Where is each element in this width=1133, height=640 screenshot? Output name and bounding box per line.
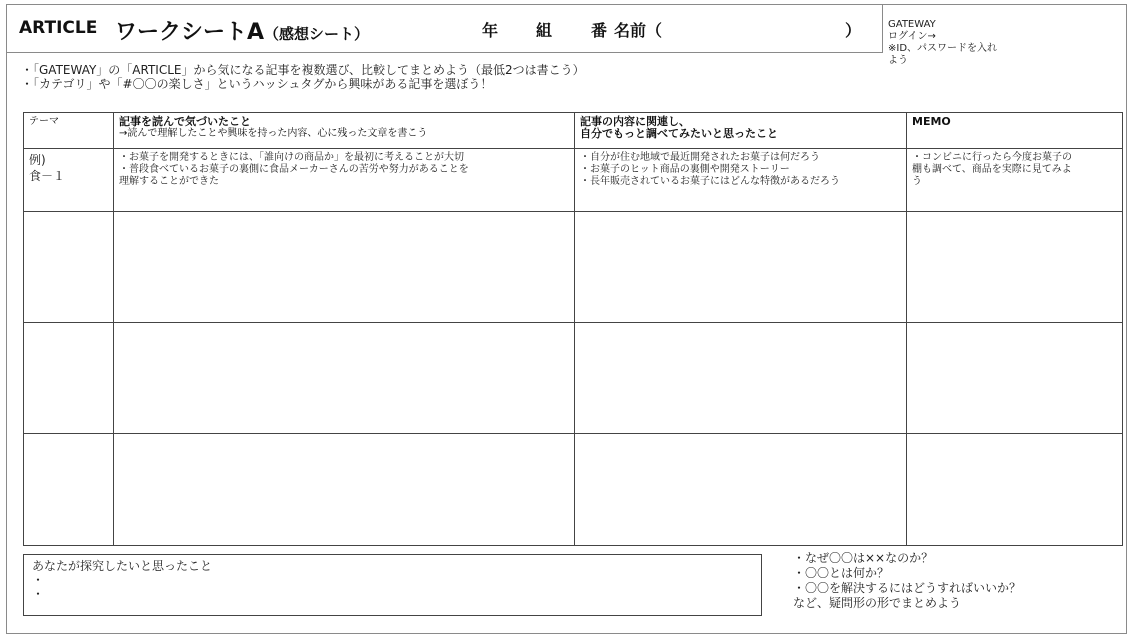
instructions [21, 63, 585, 91]
header-theme: テーマ [24, 113, 114, 149]
instruction-line: ・「カテゴリ」や「#〇〇の楽しさ」というハッシュタグから興味がある記事を選ぼう！ [21, 77, 493, 91]
header-research [575, 113, 907, 149]
research-cell[interactable] [575, 323, 907, 433]
explore-bullet: ・ [32, 587, 45, 601]
hint-line: ・〇〇とは何か？ [793, 566, 890, 580]
year-label: 年 [482, 21, 499, 40]
gateway-note-line1: ※ID、パスワードを入れ [888, 43, 998, 54]
header-notice [114, 113, 575, 149]
class-label: 組 [536, 21, 553, 40]
example-row [24, 149, 1123, 212]
gateway-info [888, 19, 1058, 67]
title-sub: （感想シート） [264, 25, 370, 43]
explore-label: あなたが探究したいと思ったこと [32, 559, 213, 573]
theme-cell[interactable] [24, 433, 114, 545]
table-header-row [24, 113, 1123, 149]
name-close: ） [845, 21, 862, 40]
notice-cell[interactable] [114, 433, 575, 545]
hint-line: ・〇〇を解決するにはどうすればいいか？ [793, 581, 1022, 595]
hint-line: など、疑問形の形でまとめよう [793, 596, 962, 610]
name-label: 名前（ [614, 21, 663, 40]
memo-cell[interactable] [907, 212, 1123, 323]
example-notice: ・お菓子を開発するときには、「誰向けの商品か」を最初に考えることが大切 ・普段食べているお菓子の裏側に食品メーカーさんの苦労や努力があることを 理解することができた [114, 149, 575, 212]
question-hints [793, 551, 1021, 611]
title-main: ワークシート [115, 20, 248, 45]
example-theme: 例) 食－１ [24, 149, 114, 212]
instruction-line: ・「GATEWAY」の「ARTICLE」から気になる記事を複数選び、比較してまとめよう（最低2つは書こう） [21, 63, 585, 77]
gateway-label: GATEWAY [888, 19, 936, 30]
worksheet-title [115, 15, 369, 46]
title-letter: A [247, 20, 265, 45]
gateway-login-link[interactable]: ログイン→ [888, 31, 936, 42]
gateway-note-line2: よう [888, 55, 908, 66]
hint-line: ・なぜ〇〇は××なのか？ [793, 551, 934, 565]
worksheet-table [23, 112, 1123, 546]
research-cell[interactable] [575, 212, 907, 323]
example-memo: ・コンビニに行ったら今度お菓子の 棚も調べて、商品を実際に見てみよ う [907, 149, 1123, 212]
header-notice-sub: →読んで理解したことや興味を持った内容、心に残った文章を書こう [119, 128, 428, 139]
example-research: ・自分が住む地域で最近開発されたお菓子は何だろう ・お菓子のヒット商品の裏側や開発ストーリー ・長年販売されているお菓子にはどんな特徴があるだろう [575, 149, 907, 212]
number-label: 番 [591, 21, 608, 40]
article-label: ARTICLE [19, 18, 98, 38]
worksheet [6, 4, 1127, 634]
table-row [24, 433, 1123, 545]
memo-cell[interactable] [907, 433, 1123, 545]
notice-cell[interactable] [114, 323, 575, 433]
header-notice-title: 記事を読んで気づいたこと [119, 115, 251, 128]
header-box [7, 5, 883, 53]
theme-cell[interactable] [24, 323, 114, 433]
notice-cell[interactable] [114, 212, 575, 323]
research-cell[interactable] [575, 433, 907, 545]
table-row [24, 212, 1123, 323]
header-research-title2: 自分でもっと調べてみたいと思ったこと [580, 127, 778, 140]
memo-cell[interactable] [907, 323, 1123, 433]
header-research-title1: 記事の内容に関連し、 [580, 115, 690, 128]
header-memo: MEMO [907, 113, 1123, 149]
table-row [24, 323, 1123, 433]
explore-box[interactable] [23, 554, 762, 616]
theme-cell[interactable] [24, 212, 114, 323]
explore-bullet: ・ [32, 573, 45, 587]
